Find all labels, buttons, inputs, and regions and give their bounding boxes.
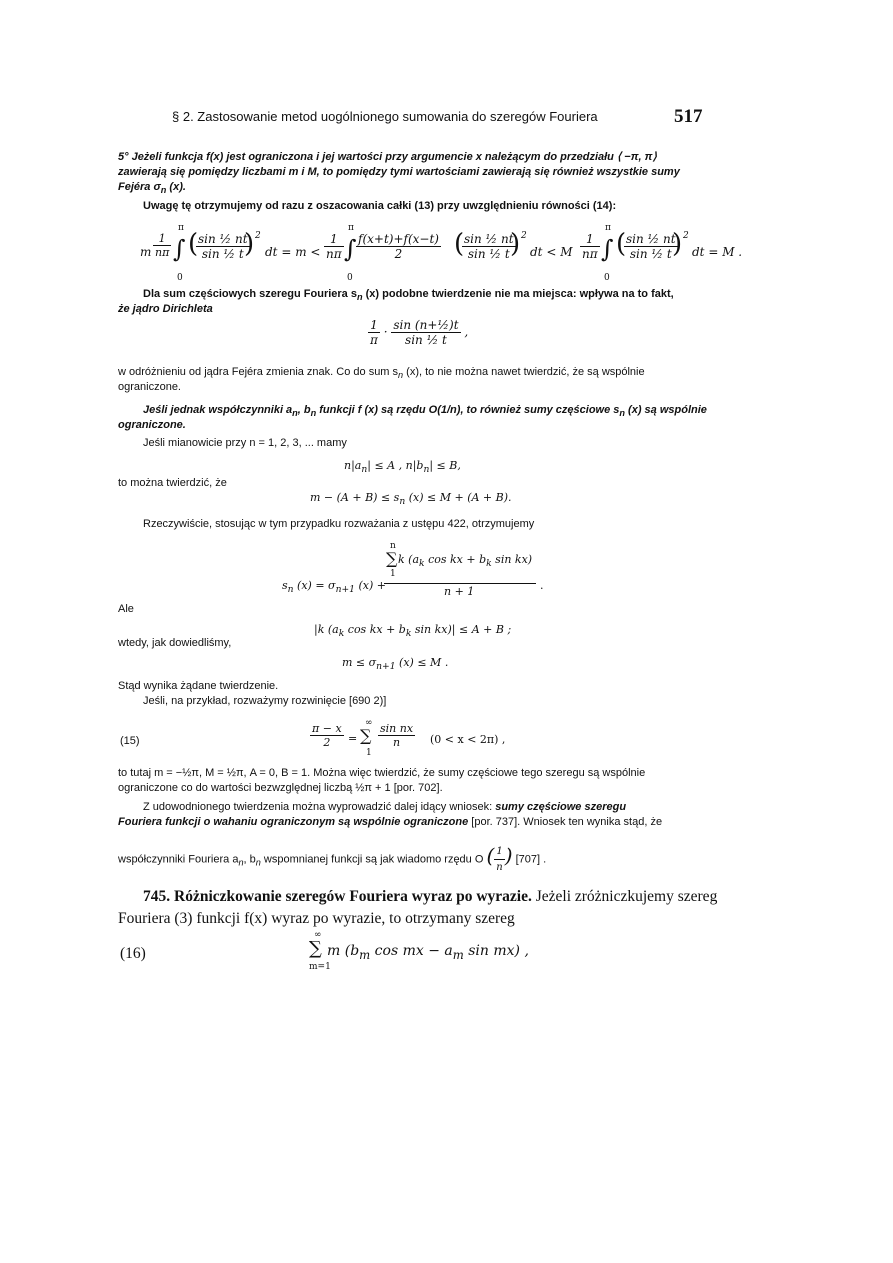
to-mozna: to można twierdzić, że — [118, 477, 227, 489]
para-w-text: w odróżnieniu od jądra Fejéra zmienia znak. Co do sum s — [118, 366, 399, 378]
formula-term-bound: |k ($a_k$ cos kx + $b_k$ sin kx)| ≤ A + B ; — [314, 623, 512, 640]
para-dla-text: Dla sum częściowych szeregu Fouriera s — [143, 288, 357, 300]
wtedy: wtedy, jak dowiedliśmy, — [118, 637, 232, 649]
theorem-5 — [118, 150, 694, 198]
wsp-3: wspomnianej funkcji są jak wiadomo rzędu O — [260, 853, 484, 866]
section-text-1: Jeżeli zróżniczkujemy szereg — [531, 888, 718, 905]
formula-fejer-bound: $m \le \sigma_{n+1}$ (x) ≤ M . — [342, 656, 449, 673]
para-w-rest: (x), to nie można nawet twierdzić, że są wspólnie — [403, 366, 645, 378]
para-odroznieniu: w odróżnieniu od jądra Fejéra zmienia znak. Co do sum $s_n$ (x), to nie można nawet twierdzić, że są wspólnie — [118, 366, 645, 381]
formula-sn: n $s_n$ $(x) = \sigma_{n+1}$ (x) + ∑ k ($a_k$ cos kx + $b_k$ sin kx) 1 n + 1 . — [282, 541, 544, 598]
para-jesli-rest: , b — [297, 404, 311, 416]
para-tutaj-line2: ograniczone co do wartości bezwzględnej liczbą ½π + 1 [por. 702]. — [118, 782, 443, 794]
wsp-1: współczynniki Fouriera a — [118, 853, 239, 866]
ineq-part1: n|a — [344, 459, 362, 472]
eq16-part2: cos mx − a — [370, 943, 453, 959]
para-z2-italic: Fouriera funkcji o wahaniu ograniczonym są wspólnie ograniczone — [118, 816, 469, 828]
ale-part2: cos kx + b — [344, 623, 406, 636]
para-dla-rest: (x) podobne twierdzenie nie ma miejsca: wpływa na to fakt, — [362, 288, 674, 300]
para-przyklad: Jeśli, na przykład, rozważymy rozwinięcie [690 2)] — [143, 695, 387, 707]
ineq-part2: | ≤ A , n|b — [367, 459, 424, 472]
para-tutaj: to tutaj m = −½π, M = ½π, A = 0, B = 1. Można więc twierdzić, że sumy częściowe tego szeregu są wspólnie — [118, 767, 646, 779]
para-jesli-rest2: funkcji f (x) są rzędu O(1/n), to również sumy częściowe s — [316, 404, 620, 416]
eq15-condition: (0 < x < 2π) , — [430, 733, 506, 746]
ale-part1: |k (a — [314, 623, 339, 636]
para-jesli-jednak: Jeśli jednak współczynniki $a_n$, $b_n$ funkcji f (x) są rzędu O(1/n), to również sumy częściowe $s_n$ (x) są wspólnie — [143, 404, 707, 419]
eq16-part1: m (b — [327, 943, 360, 959]
line-uwage: Uwagę tę otrzymujemy od razu z oszacowania całki (13) przy uwzględnieniu równości (14): — [143, 200, 617, 212]
page-number: 517 — [674, 106, 703, 127]
para-z-text: Z udowodnionego twierdzenia można wyprowadzić dalej idący wniosek: — [143, 801, 496, 813]
formula-partial-sum-bounds: $m - (A + B) \le s_n$ (x) ≤ M + (A + B). — [310, 491, 512, 508]
para-jesli-line2: ograniczone. — [118, 419, 186, 431]
wtedy-part2: (x) ≤ M . — [395, 656, 449, 669]
para-z-line2 — [118, 815, 662, 830]
eq16-part3: sin mx) , — [463, 943, 529, 959]
mab-part1: m − (A + B) ≤ s — [310, 491, 400, 504]
ale-part3: sin kx)| ≤ A + B ; — [411, 623, 512, 636]
section-745-heading — [143, 888, 717, 906]
section-745-line2: Fouriera (3) funkcji f(x) wyraz po wyrazie, to otrzymany szereg — [118, 910, 515, 927]
para-jesli-text: Jeśli jednak współczynniki a — [143, 404, 293, 416]
para-mianowicie: Jeśli mianowicie przy n = 1, 2, 3, ... mamy — [143, 437, 347, 449]
wsp-2: , b — [243, 853, 256, 866]
para-rzeczywiscie: Rzeczywiście, stosując w tym przypadku rozważania z ustępu 422, otrzymujemy — [143, 518, 535, 530]
para-dla-line2: że jądro Dirichleta — [118, 303, 213, 315]
theorem-5-text: 5° Jeżeli funkcja f(x) jest ograniczona i jej wartości przy argumencie x należącym do przedziału ⟨ −π, π⟩ zawierają się pomiędzy liczbami m i M, to pomiędzy tymi wartościami zawierają się również wszystkie sumy Fejéra σ — [118, 151, 680, 193]
section-title: Różniczkowanie szeregów Fouriera wyraz po wyrazie. — [174, 888, 532, 905]
formula-dirichlet-kernel: $\frac{1}{\pi}$ · $\frac{\text{sin (n+½)t}}{\text{sin ½ t}}$ , — [370, 318, 469, 347]
eq16-label: (16) — [120, 945, 146, 962]
formula-coefficient-bounds: $n|a_n| \le A$ , $n|b_n| \le B$, — [344, 459, 461, 476]
mab-part2: (x) ≤ M + (A + B). — [405, 491, 512, 504]
para-z2-text: [por. 737]. Wniosek ten wynika stąd, że — [468, 816, 663, 828]
para-z-italic: sumy częściowe szeregu — [495, 801, 627, 813]
para-wspolczynniki: współczynniki Fouriera $a_n$, $b_n$ wspomnianej funkcji są jak wiadomo rzędu O ( $\frac{1}{n}$ ) [707] . — [118, 843, 547, 873]
stad: Stąd wynika żądane twierdzenie. — [118, 680, 279, 692]
theorem-5-end: (x). — [166, 181, 186, 193]
formula-15: $\frac{\pi - x}{2}$ = ∞ ∑ 1 $\frac{\text{sin nx}}{n}$ — [312, 718, 414, 758]
ineq-part3: | ≤ B, — [429, 459, 461, 472]
theorem-5-sub: n — [160, 185, 167, 196]
para-w-line2: ograniczone. — [118, 381, 181, 393]
section-number: 745. — [143, 888, 171, 905]
wtedy-part1: m ≤ σ — [342, 656, 377, 669]
formula-16: ∞ ∑ m=1 m ($b_m$ cos mx − $a_m$ sin mx) , — [309, 930, 529, 972]
running-header: § 2. Zastosowanie metod uogólnionego sumowania do szeregów Fouriera — [172, 109, 598, 124]
para-dla-sum: Dla sum częściowych szeregu Fouriera $s_n$ (x) podobne twierdzenie nie ma miejsca: wpływa na to fakt, — [143, 288, 674, 303]
para-z-udowodnionego — [143, 800, 626, 815]
eq15-label: (15) — [120, 735, 140, 747]
wsp-4: [707] . — [512, 853, 547, 866]
ale: Ale — [118, 603, 134, 615]
para-jesli-rest3: (x) są wspólnie — [624, 404, 707, 416]
